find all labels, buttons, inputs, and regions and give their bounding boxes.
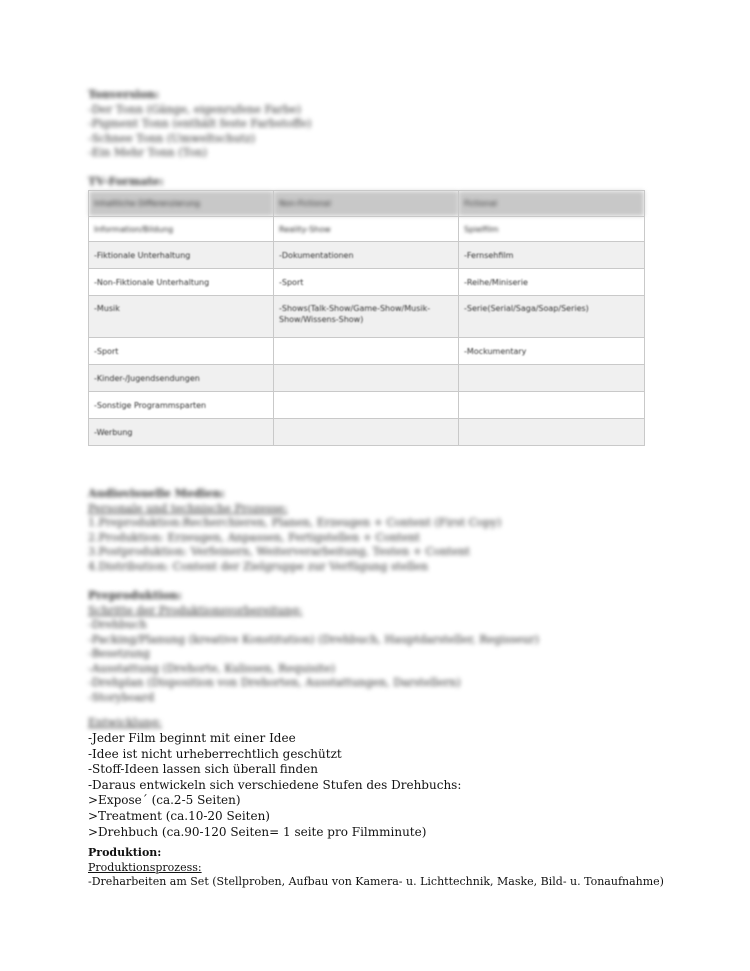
table-header-row bbox=[89, 191, 645, 217]
table-cell: -Musik bbox=[89, 296, 274, 338]
section-subheading: Personale und technische Prozesse: bbox=[88, 501, 288, 515]
list-item: -Idee ist nicht urheberrechtlich geschützt bbox=[88, 746, 342, 761]
audiovisuelle-section bbox=[88, 487, 501, 574]
list-item: -Der Tonn (Gänge, eigenrufene Farbe) bbox=[88, 102, 302, 116]
table-cell: -Fernsehfilm bbox=[459, 242, 645, 269]
table-row bbox=[89, 365, 645, 392]
list-item: -Ausstattung (Drehorte, Kulissen, Requisite) bbox=[88, 661, 336, 675]
table-cell bbox=[274, 338, 459, 365]
list-item: -Schnee Tonn (Umweltschutz) bbox=[88, 131, 256, 145]
section-heading: Audiovisuelle Medien: bbox=[88, 487, 225, 500]
tv-formate-heading-wrap bbox=[88, 175, 164, 190]
list-item: -Drehbuch bbox=[88, 618, 147, 631]
list-item: -Stoff-Ideen lassen sich überall finden bbox=[88, 762, 318, 777]
list-item: >Treatment (ca.10-20 Seiten) bbox=[88, 808, 270, 823]
section-heading: Preproduktion: bbox=[88, 589, 182, 602]
table-cell: -Sonstige Programmsparten bbox=[89, 392, 274, 419]
list-item: >Expose´ (ca.2-5 Seiten) bbox=[88, 793, 241, 808]
table-cell: -Serie(Serial/Saga/Soap/Series) bbox=[459, 296, 645, 338]
table-cell: Reality-Show bbox=[274, 217, 459, 242]
list-item: 4.Distribution: Content der Zielgruppe zur Verfügung stellen bbox=[88, 559, 429, 573]
list-item: -Dreharbeiten am Set (Stellproben, Aufbau von Kamera- u. Lichttechnik, Maske, Bild- u. Tonaufnahme) bbox=[88, 875, 664, 888]
preproduktion-section bbox=[88, 589, 539, 705]
table-row bbox=[89, 338, 645, 365]
table-cell: -Reihe/Miniserie bbox=[459, 269, 645, 296]
table-cell: -Sport bbox=[89, 338, 274, 365]
table-cell: Information/Bildung bbox=[89, 217, 274, 242]
list-item: -Daraus entwickeln sich verschiedene Stufen des Drehbuchs: bbox=[88, 777, 462, 792]
table-row bbox=[89, 296, 645, 338]
section-subheading: Produktionsprozess: bbox=[88, 860, 202, 874]
section-subheading: Schritte der Produktionsvorbereitung: bbox=[88, 603, 303, 617]
table-cell bbox=[274, 392, 459, 419]
table-cell bbox=[459, 365, 645, 392]
table-cell: Spielfilm bbox=[459, 217, 645, 242]
table-cell bbox=[459, 419, 645, 446]
table-header-cell: Non-Fictional bbox=[274, 191, 459, 217]
entwicklung-heading-wrap bbox=[88, 716, 162, 731]
table-row bbox=[89, 392, 645, 419]
table-cell bbox=[274, 365, 459, 392]
table-cell: -Kinder-/Jugendsendungen bbox=[89, 365, 274, 392]
table-header-cell: Inhaltliche Differenzierung bbox=[89, 191, 274, 217]
list-item: -Jeder Film beginnt mit einer Idee bbox=[88, 731, 296, 745]
table-cell bbox=[459, 392, 645, 419]
section-heading: Tonversion: bbox=[88, 88, 160, 101]
table-header-cell: Fictional bbox=[459, 191, 645, 217]
table-cell: -Fiktionale Unterhaltung bbox=[89, 242, 274, 269]
table-row bbox=[89, 217, 645, 242]
table-cell: -Mockumentary bbox=[459, 338, 645, 365]
table-cell: -Werbung bbox=[89, 419, 274, 446]
list-item: >Drehbuch (ca.90-120 Seiten= 1 seite pro Filmminute) bbox=[88, 824, 427, 839]
list-item: -Packing/Planung (kreative Konstitution) (Drehbuch, Hauptdarsteller, Regisseur) bbox=[88, 632, 540, 646]
table-row bbox=[89, 242, 645, 269]
tv-formate-table bbox=[88, 190, 645, 446]
section-subheading: Entwicklung: bbox=[88, 716, 162, 729]
table-cell: -Sport bbox=[274, 269, 459, 296]
section-heading: Produktion: bbox=[88, 846, 162, 859]
table-cell bbox=[274, 419, 459, 446]
list-item: -Pigment Tonn (enthält feste Farbstoffe) bbox=[88, 117, 312, 130]
list-item: 3.Postproduktion: Verfeinern, Weiterverarbeitung, Testen + Content bbox=[88, 545, 470, 558]
list-item: -Storyboard bbox=[88, 690, 155, 704]
list-item: -Ein Mehr Tonn (Ton) bbox=[88, 146, 208, 159]
table-cell: -Non-Fiktionale Unterhaltung bbox=[89, 269, 274, 296]
list-item: -Drehplan (Disposition von Drehorten, Ausstattungen, Darstellern) bbox=[88, 676, 461, 689]
table-cell: -Dokumentationen bbox=[274, 242, 459, 269]
produktion-section bbox=[88, 846, 664, 890]
table-row bbox=[89, 269, 645, 296]
list-item: 2.Produktion: Erzeugen, Anpassen, Fertigstellen + Content bbox=[88, 530, 420, 544]
table-row bbox=[89, 419, 645, 446]
section-heading: TV-Formate: bbox=[88, 175, 164, 188]
entwicklung-section bbox=[88, 731, 461, 840]
list-item: -Besetzung bbox=[88, 647, 150, 660]
list-item: 1.Preproduktion:Recherchieren, Planen, Erzeugen + Content (First Copy) bbox=[88, 516, 502, 529]
tonversion-section bbox=[88, 88, 311, 161]
table-cell: -Shows(Talk-Show/Game-Show/Musik-Show/Wissens-Show) bbox=[274, 296, 459, 338]
